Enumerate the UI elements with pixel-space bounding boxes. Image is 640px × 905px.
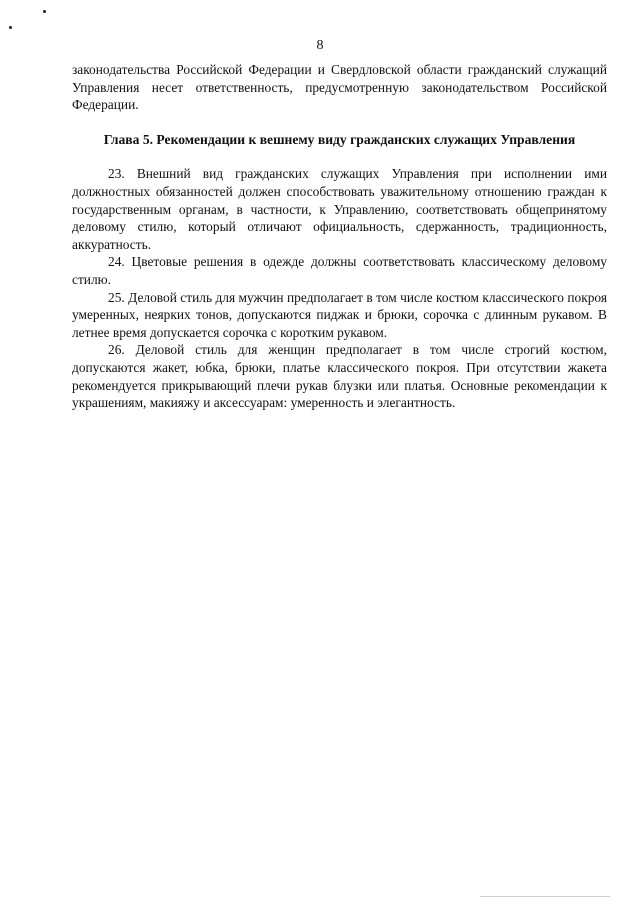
paragraph-25: 25. Деловой стиль для мужчин предполагает в том числе костюм классического покроя умеренных, неярких тонов, допускаются пиджак и брюки, сорочка с длинным рукавом. В летнее время допускается сорочка с коротким рукавом. <box>72 289 607 340</box>
paragraph-26: 26. Деловой стиль для женщин предполагает в том числе строгий костюм, допускаются жакет, юбка, брюки, платье классического покроя. При отсутствии жакета рекомендуется прикрывающий плечи рукав блузки или платья. Основные рекомендации к украшениям, макияжу и аксессуарам: умеренность и элегантность. <box>72 342 607 411</box>
chapter-heading: Глава 5. Рекомендации к вешнему виду гражданских служащих Управления <box>103 131 576 147</box>
scan-speck <box>9 26 12 29</box>
document-body <box>72 61 607 412</box>
scan-edge-line <box>480 896 610 897</box>
paragraph-23: 23. Внешний вид гражданских служащих Управления при исполнении ими должностных обязанностей должен способствовать уважительному отношению граждан к государственным органам, в частности, к Управлению, соответствовать общепринятому деловому стилю, который отличают официальность, сдержанность, традиционность, аккуратность. <box>72 166 607 252</box>
scan-speck <box>43 10 46 13</box>
intro-paragraph: законодательства Российской Федерации и Свердловской области гражданский служащий Управления несет ответственность, предусмотренную законодательством Российской Федерации. <box>72 62 607 113</box>
paragraph-24: 24. Цветовые решения в одежде должны соответствовать классическому деловому стилю. <box>72 254 607 287</box>
page-number: 8 <box>316 38 324 53</box>
